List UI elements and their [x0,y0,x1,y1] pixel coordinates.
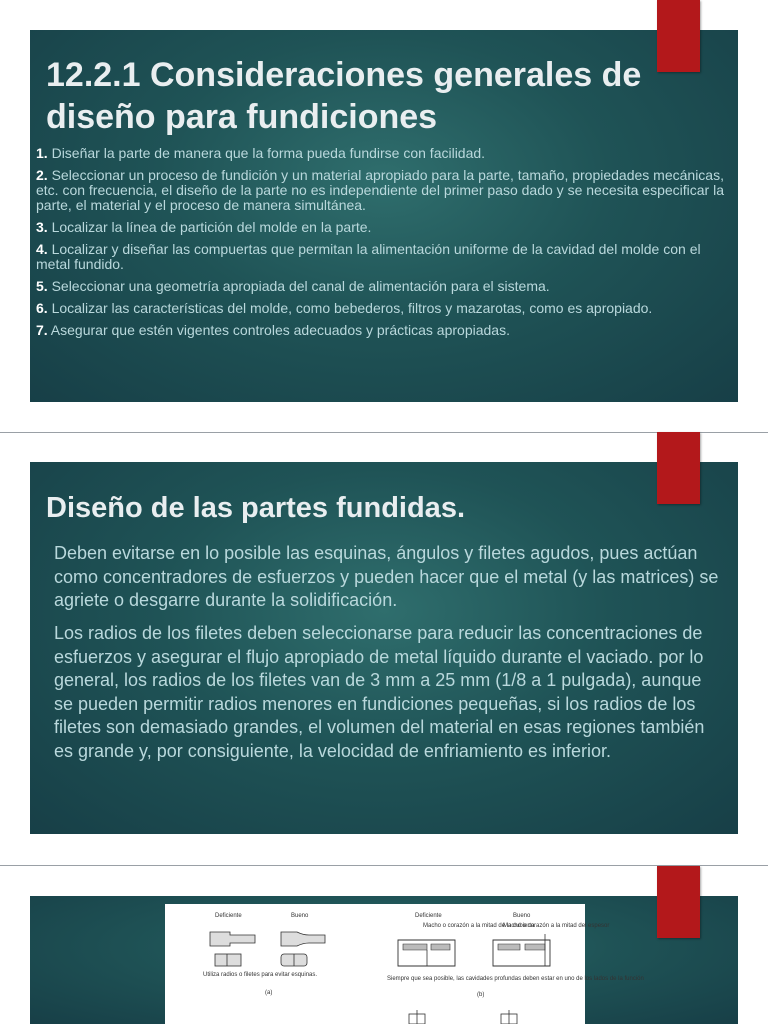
list-item-number: 5. [36,278,48,294]
slide-1-title: 12.2.1 Consideraciones generales de diseño para fundiciones [46,56,642,136]
list-item-number: 2. [36,167,48,183]
casting-design-figure [165,904,644,1024]
list-item-number: 7. [36,322,48,338]
paragraph-sharp-corners: Deben evitarse en lo posible las esquinas, ángulos y filetes agudos, pues actúan como concentradores de esfuerzos y pueden hacer que el metal (y las matrices) se agriete o desgarre durante la solidificación. [54,543,719,610]
list-item-text: Diseñar la parte de manera que la forma pueda fundirse con facilidad. [47,145,486,161]
bookmark-ribbon [657,432,700,504]
slide-divider [0,865,768,866]
label-deficiente-a: Deficiente [215,913,242,919]
list-item-number: 4. [36,241,48,257]
list-item [36,279,726,294]
list-item-text: Localizar las características del molde, como bebederos, filtros y mazarotas, como es apropiado. [47,300,653,316]
list-item-number: 3. [36,219,48,235]
list-item-number: 6. [36,300,48,316]
list-item-text: Localizar y diseñar las compuertas que permitan la alimentación uniforme de la cavidad del molde con el metal fundido. [36,241,701,272]
list-item-text: Localizar la línea de partición del molde en la parte. [47,219,372,235]
deficient-sharp-shape [210,932,255,946]
slide-2 [30,462,738,834]
list-item-number: 1. [36,145,48,161]
list-item-text: Asegurar que estén vigentes controles adecuados y prácticas apropiadas. [47,322,510,338]
caption-b: Siempre que sea posible, las cavidades profundas deben estar en uno de los lados de la función [387,976,644,982]
list-item [36,242,726,272]
slide-1 [30,30,738,402]
label-a: (a) [265,990,273,996]
slide-2-title: Diseño de las partes fundidas. [46,492,465,524]
good-fillet-shape [281,932,325,946]
list-item [36,146,726,161]
label-deficiente-b: Deficiente [415,913,442,919]
figure-drawing [165,904,644,1024]
slide-divider [0,432,768,433]
list-item-text: Seleccionar un proceso de fundición y un material apropiado para la parte, tamaño, propiedades mecánicas, etc. con frecuencia, el diseño de la parte no es independiente del primer paso dado y se necesita especificar la parte, el material y el proceso de manera simultánea. [36,167,724,213]
list-item [36,301,726,316]
caption-a: Utiliza radios o filetes para evitar esquinas. [203,972,318,978]
list-item [36,220,726,235]
label-b: (b) [477,992,485,998]
list-item-text: Seleccionar una geometría apropiada del canal de alimentación para el sistema. [47,278,550,294]
list-item [36,168,726,213]
note-left-b: Macho o corazón a la mitad de la cubierta [423,923,535,929]
note-right-b: Macho o corazón a la mitad del espesor [503,923,610,929]
bookmark-ribbon [657,0,700,72]
label-bueno-a: Bueno [291,913,309,919]
list-item [36,323,726,338]
design-considerations-list [36,146,726,345]
bookmark-ribbon [657,866,700,938]
deficient-block-shape [215,954,241,966]
slide-3 [30,896,738,1024]
paragraph-fillet-radii: Los radios de los filetes deben seleccionarse para reducir las concentraciones de esfuerzos y asegurar el flujo apropiado de metal líquido durante el vaciado. por lo general, los radios de los filetes van de 3 mm a 25 mm (1/8 a 1 pulgada), aunque se pueden permitir radios menores en fundiciones pequeñas, si los radios de los filetes son demasiado grandes, el volumen del material en esas regiones también es grande y, por consiguiente, la velocidad de enfriamiento es inferior. [54,623,705,761]
label-bueno-b: Bueno [513,913,531,919]
